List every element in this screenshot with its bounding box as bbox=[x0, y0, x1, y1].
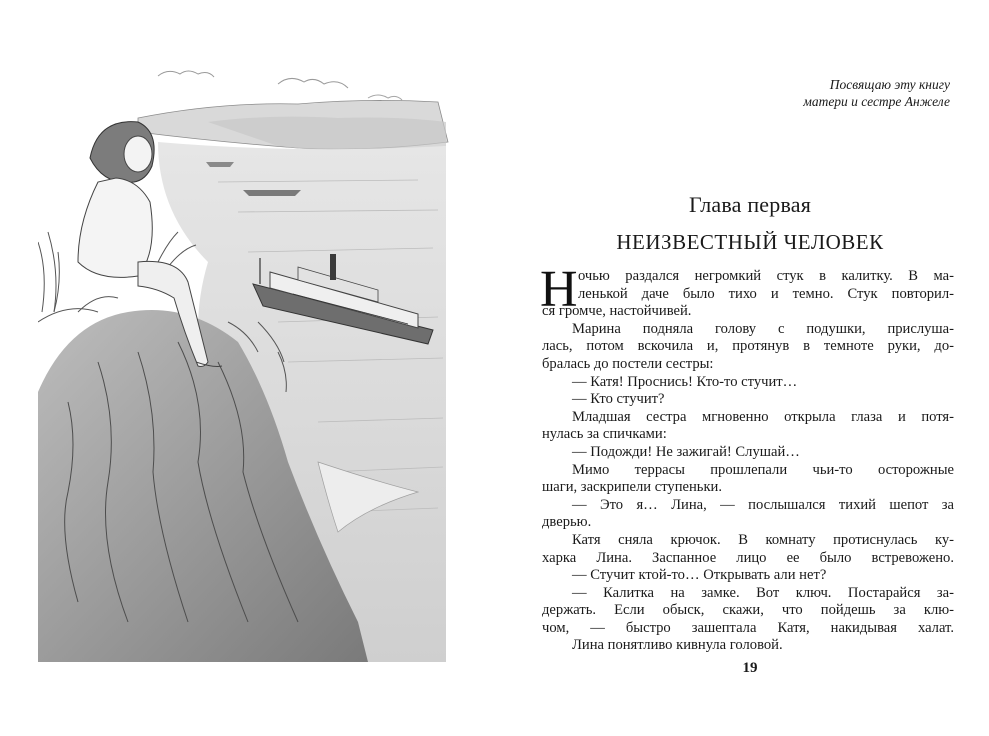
text-line: — Калитка на замке. Вот ключ. Постарайся за- bbox=[572, 584, 954, 601]
text-line: лась, потом вскочила и, протянув в темноте руки, до- bbox=[542, 338, 954, 355]
dedication-line-2: матери и сестре Анжеле bbox=[803, 94, 950, 109]
text-line: ленькой даче было тихо и темно. Стук повторил- bbox=[578, 285, 954, 302]
text-line: Младшая сестра мгновенно открыла глаза и потя- bbox=[572, 408, 954, 425]
text-line: — Стучит ктой-то… Открывать али нет? bbox=[572, 567, 827, 584]
sketch-illustration-icon bbox=[38, 62, 456, 662]
dedication bbox=[690, 76, 950, 110]
illustration bbox=[38, 62, 456, 662]
text-line: Марина подняла голову с подушки, прислуша- bbox=[572, 320, 954, 337]
dropcap bbox=[540, 261, 578, 318]
dedication-line-1: Посвящаю эту книгу bbox=[829, 77, 950, 92]
text-line: — Это я… Лина, — послышался тихий шепот за bbox=[572, 496, 954, 513]
text-line: — Кто стучит? bbox=[572, 391, 665, 408]
page-number: 19 bbox=[742, 660, 758, 676]
text-line: шаги, заскрипели ступеньки. bbox=[542, 479, 723, 496]
chapter-body bbox=[540, 261, 954, 655]
text-page bbox=[540, 0, 960, 736]
text-line: Лина понятливо кивнула головой. bbox=[572, 637, 783, 654]
text-line: — Подожди! Не зажигай! Слушай… bbox=[572, 443, 800, 460]
text-line: бралась до постели сестры: bbox=[542, 355, 714, 372]
chapter-number: Глава первая bbox=[688, 192, 812, 217]
text-line: харка Лина. Заспанное лицо ее было встревожено. bbox=[542, 549, 954, 566]
text-line: держать. Если обыск, скажи, что пойдешь за клю- bbox=[542, 602, 954, 619]
text-line: очью раздался негромкий стук в калитку. В ма- bbox=[578, 268, 954, 284]
chapter-title: НЕИЗВЕСТНЫЙ ЧЕЛОВЕК bbox=[616, 230, 884, 254]
text-line: — Катя! Проснись! Кто-то стучит… bbox=[572, 373, 798, 390]
dropcap-letter: Н bbox=[540, 261, 578, 318]
text-line: нулась за спичками: bbox=[542, 426, 667, 443]
text-line: чом, — быстро зашептала Катя, накидывая халат. bbox=[542, 619, 954, 636]
text-line: дверью. bbox=[542, 514, 592, 531]
text-line: Катя сняла крючок. В комнату протиснулась ку- bbox=[572, 531, 954, 548]
text-line: ся громче, настойчивей. bbox=[542, 303, 692, 320]
text-line: Мимо террасы прошлепали чьи-то осторожные bbox=[572, 461, 954, 478]
